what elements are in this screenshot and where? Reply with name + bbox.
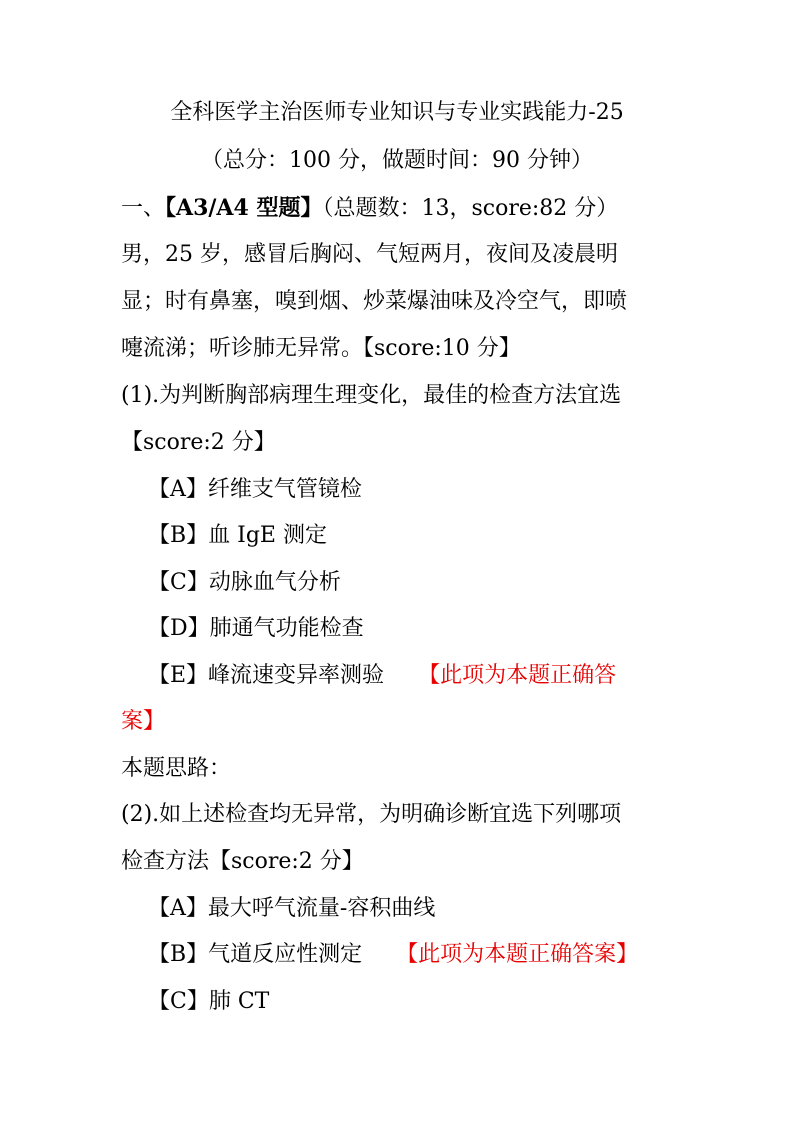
question-stem: (2).如上述检查均无异常，为明确诊断宜选下列哪项 [121, 802, 622, 827]
option-b: 【B】血 IgE 测定 [148, 523, 327, 548]
analysis-label: 本题思路： [121, 756, 232, 781]
section-meta: （总题数：13，score:82 分） [322, 196, 619, 221]
document-title: 全科医学主治医师专业知识与专业实践能力-25 [170, 100, 624, 125]
document-subtitle: （总分：100 分，做题时间：90 分钟） [201, 148, 593, 173]
option-a: 【A】最大呼气流量-容积曲线 [148, 896, 436, 921]
correct-answer-mark: 【此项为本题正确答案】 [396, 942, 639, 967]
section-number: 一、 [121, 196, 166, 221]
question-stem: 检查方法【score:2 分】 [121, 849, 364, 874]
case-line: 显；时有鼻塞，嗅到烟、炒菜爆油味及冷空气，即喷 [121, 289, 628, 314]
option-a: 【A】纤维支气管镜检 [148, 477, 362, 502]
option-c: 【C】肺 CT [148, 989, 270, 1014]
option-d: 【D】肺通气功能检查 [148, 616, 364, 641]
correct-answer-mark-continued: 案】 [121, 709, 166, 734]
case-line: 嚏流涕；听诊肺无异常。【score:10 分】 [121, 336, 521, 361]
section-heading [121, 193, 618, 224]
option-b-text: 【B】气道反应性测定 [148, 942, 363, 967]
question-stem: (1).为判断胸部病理生理变化，最佳的检查方法宜选 [121, 383, 622, 408]
option-b [148, 940, 638, 970]
option-e [148, 661, 616, 691]
option-c: 【C】动脉血气分析 [148, 570, 341, 595]
correct-answer-mark: 【此项为本题正确答 [418, 663, 617, 688]
option-e-text: 【E】峰流速变异率测验 [148, 663, 385, 688]
case-line: 男，25 岁，感冒后胸闷、气短两月，夜间及凌晨明 [121, 242, 618, 267]
question-stem: 【score:2 分】 [121, 430, 276, 455]
section-type: 【A3/A4 型题】 [165, 195, 323, 221]
